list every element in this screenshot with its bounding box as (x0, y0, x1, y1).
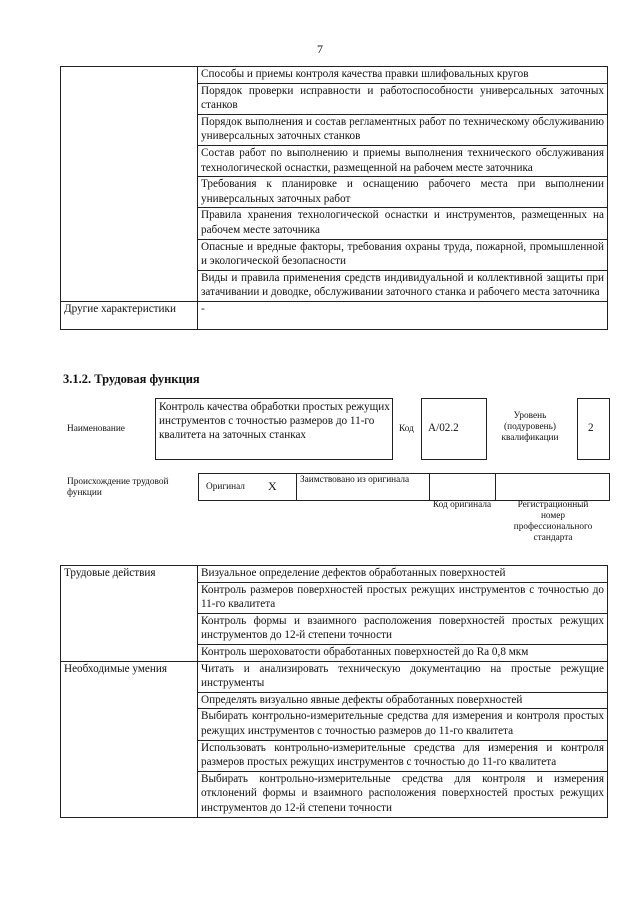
function-name: Контроль качества обработки простых режущих инструментов с точностью размеров до 11-го квалитета на заточных станках (159, 401, 390, 442)
origin-label: Происхождение трудовой функции (67, 477, 169, 498)
borrowed-label: Заимствовано из оригинала (300, 475, 410, 485)
table-cell: Читать и анализировать техническую документацию на простые режущие инструменты (198, 661, 608, 692)
table-cell: Выбирать контрольно-измерительные средства для измерения и контроля простых режущих инструментов с точностью размеров до 11-го квалитета (198, 709, 608, 740)
table-cell: Требования к планировке и оснащению рабочего места при выполнении универсальных заточных работ (198, 177, 608, 208)
table-cell: Контроль формы и взаимного расположения поверхностей простых режущих инструментов до 12-й степени точности (198, 613, 608, 644)
table-cell: Правила хранения технологической оснастки и инструментов, размещенных на рабочем месте заточника (198, 208, 608, 239)
page-number: 7 (317, 42, 323, 56)
table-cell: Способы и приемы контроля качества правки шлифовальных кругов (198, 67, 608, 84)
original-mark: X (268, 479, 277, 493)
code-value: A/02.2 (428, 422, 459, 434)
code-original-label: Код оригинала (432, 500, 492, 510)
table-cell: Виды и правила применения средств индивидуальной и коллективной защиты при затачивании и доводке, обслуживании заточного станка и рабочего места заточника (198, 270, 608, 301)
empty-label-cell (61, 67, 198, 302)
table-cell: Опасные и вредные факторы, требования охраны труда, пожарной, промышленной и экологической безопасности (198, 239, 608, 270)
level-value: 2 (588, 422, 594, 434)
level-label: Уровень (подуровень) квалификации (501, 411, 559, 443)
original-label: Оригинал (206, 482, 245, 492)
table-row (61, 566, 608, 583)
table-cell: Определять визуально явные дефекты обработанных поверхностей (198, 692, 608, 709)
name-label: Наименование (67, 424, 125, 434)
table-row (61, 67, 608, 84)
table-cell: Контроль шероховатости обработанных поверхностей до Ra 0,8 мкм (198, 644, 608, 661)
actions-skills-table (60, 565, 608, 818)
knowledge-table (60, 66, 608, 330)
divider (296, 473, 297, 500)
table-cell: Использовать контрольно-измерительные средства для измерения и контроля размеров простых режущих инструментов с точностью до 11-го квалитета (198, 740, 608, 771)
table-cell: Порядок выполнения и состав регламентных работ по техническому обслуживанию универсальных заточных станков (198, 114, 608, 145)
table-cell: Контроль размеров поверхностей простых режущих инструментов с точностью до 11-го квалитета (198, 582, 608, 613)
divider (495, 473, 496, 500)
table-row (61, 661, 608, 692)
skills-label: Необходимые умения (61, 661, 198, 817)
other-characteristics-value: - (198, 301, 608, 329)
reg-number-label: Регистрационный номер профессионального стандарта (513, 500, 593, 543)
table-cell: Порядок проверки исправности и работоспособности универсальных заточных станков (198, 83, 608, 114)
table-cell: Визуальное определение дефектов обработанных поверхностей (198, 566, 608, 583)
other-characteristics-label: Другие характеристики (61, 301, 198, 329)
table-row (61, 301, 608, 329)
actions-label: Трудовые действия (61, 566, 198, 662)
table-cell: Состав работ по выполнению и приемы выполнения технического обслуживания технологической оснастки, размещенной на рабочем месте заточника (198, 145, 608, 176)
code-label: Код (399, 424, 414, 434)
section-title: 3.1.2. Трудовая функция (63, 372, 200, 386)
divider (429, 473, 430, 500)
table-cell: Выбирать контрольно-измерительные средства для контроля и измерения отклонений формы и взаимного расположения поверхностей простых режущих инструментов до 12-й степени точности (198, 771, 608, 817)
